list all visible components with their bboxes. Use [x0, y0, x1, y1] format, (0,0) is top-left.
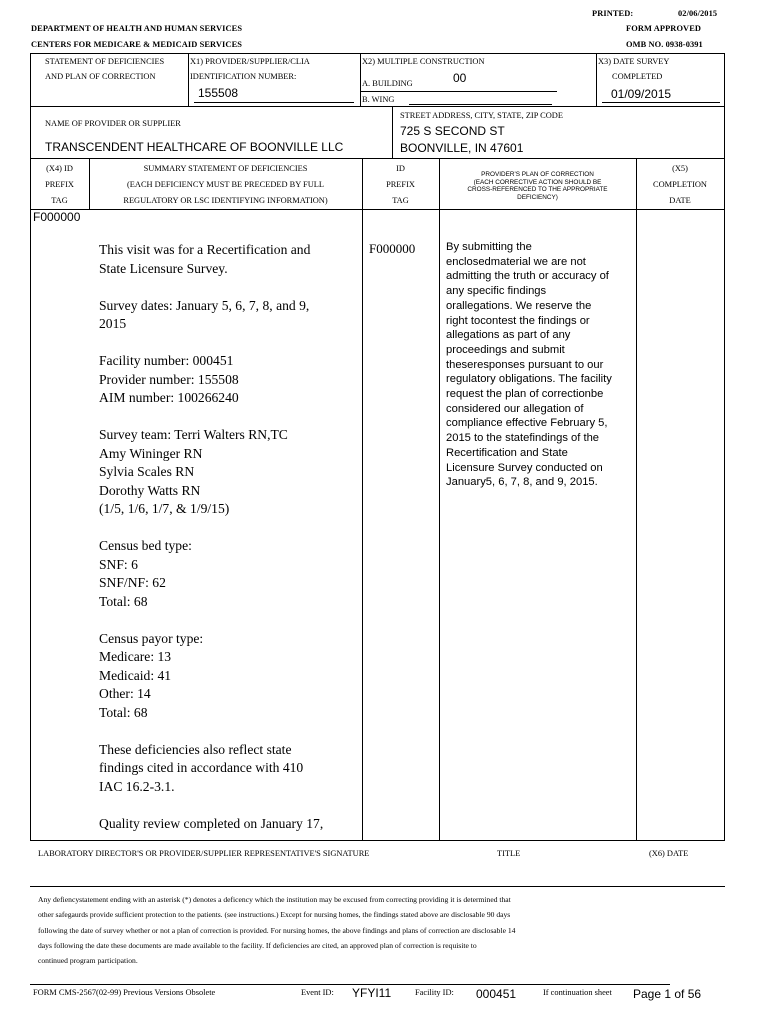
disclaimer-line: Any defiencystatement ending with an asterisk (*) denotes a deficency which the institution may be excused from correcting providing it is determined that — [38, 895, 511, 904]
provider-name-label: NAME OF PROVIDER OR SUPPLIER — [45, 119, 181, 128]
plan-line: proceedings and submit — [446, 343, 565, 356]
summary-line — [99, 334, 323, 353]
plan-line: theseresponses pursuant to our — [446, 358, 604, 371]
summary-statement-text — [99, 241, 323, 833]
plan-of-correction-text — [446, 240, 612, 490]
x1-label-1: X1) PROVIDER/SUPPLIER/CLIA — [190, 57, 310, 66]
plan-line: admitting the truth or accuracy of — [446, 270, 609, 283]
statement-label-1: STATEMENT OF DEFICIENCIES — [45, 57, 165, 66]
x5-header: (X5) COMPLETION DATE — [653, 164, 707, 205]
disclaimer-text — [38, 892, 515, 968]
disclaimer-line: continued program participation. — [38, 956, 138, 966]
facility-id-value: 000451 — [476, 987, 517, 1001]
summary-header: SUMMARY STATEMENT OF DEFICIENCIES (EACH DEFICIENCY MUST BE PRECEDED BY FULL REGULATORY OR LSC IDENTIFYING INFORMATION) — [123, 164, 328, 205]
centers-name: CENTERS FOR MEDICARE & MEDICAID SERVICES — [31, 40, 243, 49]
x3-label-2: COMPLETED — [612, 72, 663, 81]
plan-line: considered our allegation of — [446, 402, 584, 415]
summary-line: Medicaid: 41 — [99, 667, 172, 683]
plan-line: Licensure Survey conducted on — [446, 461, 603, 474]
summary-line — [99, 519, 323, 538]
form-approved: FORM APPROVED — [626, 24, 702, 33]
x1-label-2: IDENTIFICATION NUMBER: — [190, 72, 297, 81]
summary-line: SNF/NF: 62 — [99, 575, 166, 590]
x6-date-label: (X6) DATE — [649, 849, 689, 858]
continuation-label: If continuation sheet — [543, 988, 612, 997]
plan-line: By submitting the — [446, 241, 532, 253]
printed-label: PRINTED: — [592, 9, 634, 18]
statement-label-2: AND PLAN OF CORRECTION — [45, 72, 156, 81]
summary-line: Other: 14 — [99, 686, 151, 701]
summary-line: Quality review completed on January 17, — [99, 815, 324, 831]
street-address: 725 S SECOND ST — [400, 124, 505, 138]
summary-line — [99, 796, 323, 815]
summary-line: IAC 16.2-3.1. — [99, 778, 175, 794]
plan-line: enclosedmaterial we are not — [446, 255, 586, 268]
summary-line: Census payor type: — [99, 630, 204, 646]
plan-header: PROVIDER'S PLAN OF CORRECTION (EACH CORRECTIVE ACTION SHOULD BE CROSS-REFERENCED TO THE APPROPRIATE DEFICIENCY) — [467, 171, 608, 201]
plan-line: orallegations. We reserve the — [446, 299, 592, 312]
wing-label: B. WING — [362, 95, 395, 104]
left-tag: F000000 — [33, 210, 81, 224]
summary-line: Census bed type: — [99, 538, 192, 553]
plan-line: any specific findings — [446, 285, 547, 298]
building-value: 00 — [453, 71, 467, 85]
summary-line: AIM number: 100266240 — [99, 390, 239, 405]
summary-line — [99, 278, 323, 297]
plan-line: request the plan of correctionbe — [446, 388, 604, 401]
summary-line: Facility number: 000451 — [99, 353, 234, 368]
omb-number: OMB NO. 0938-0391 — [626, 40, 703, 49]
summary-line: These deficiencies also reflect state — [99, 741, 292, 757]
provider-id-value: 155508 — [198, 86, 239, 100]
summary-line — [99, 722, 323, 741]
title-label: TITLE — [497, 849, 521, 858]
summary-line: (1/5, 1/6, 1/7, & 1/9/15) — [99, 501, 230, 516]
printed-date: 02/06/2015 — [678, 9, 718, 18]
summary-line: Total: 68 — [99, 704, 148, 720]
summary-line: Provider number: 155508 — [99, 371, 239, 387]
building-label: A. BUILDING — [362, 79, 413, 88]
summary-line: Amy Wininger RN — [99, 445, 203, 461]
disclaimer-line: days following the date these documents are made available to the facility. If deficiencies are cited, an approved plan of correction is requisite to — [38, 940, 477, 950]
form-number: FORM CMS-2567(02-99) Previous Versions Obsolete — [33, 988, 216, 997]
department-name: DEPARTMENT OF HEALTH AND HUMAN SERVICES — [31, 24, 243, 33]
survey-completed-date: 01/09/2015 — [611, 87, 672, 101]
summary-line: Dorothy Watts RN — [99, 482, 201, 498]
disclaimer-line: following the date of survey whether or not a plan of correction is provided. For nursing homes, the above findings and plans of correction are disclosable 14 — [38, 925, 516, 935]
x4-header: (X4) ID PREFIX TAG — [45, 164, 74, 205]
plan-line: Recertification and State — [446, 446, 568, 459]
summary-line: Sylvia Scales RN — [99, 464, 195, 479]
x2-label: X2) MULTIPLE CONSTRUCTION — [362, 57, 485, 66]
plan-line: right tocontest the findings or — [446, 314, 590, 327]
plan-line: allegations as part of any — [446, 329, 571, 342]
summary-line: findings cited in accordance with 410 — [99, 760, 304, 775]
disclaimer-line: other safegaurds provide sufficient protection to the patients. (see instructions.) Except for nursing homes, the findings stated above are disclosable 90 days — [38, 910, 511, 920]
facility-id-label: Facility ID: — [415, 988, 454, 997]
plan-line: January5, 6, 7, 8, and 9, 2015. — [446, 476, 598, 489]
right-tag: F000000 — [369, 241, 416, 256]
event-id-label: Event ID: — [301, 988, 334, 997]
city-state-zip: BOONVILLE, IN 47601 — [400, 141, 524, 155]
summary-line: 2015 — [99, 316, 127, 331]
summary-line: State Licensure Survey. — [99, 260, 228, 276]
signature-label: LABORATORY DIRECTOR'S OR PROVIDER/SUPPLIER REPRESENTATIVE'S SIGNATURE — [38, 849, 370, 858]
summary-line — [99, 408, 323, 427]
summary-line: This visit was for a Recertification and — [99, 242, 311, 257]
plan-line: regulatory obligations. The facility — [446, 373, 612, 386]
summary-line: Medicare: 13 — [99, 649, 172, 664]
x3-label-1: X3) DATE SURVEY — [598, 57, 670, 66]
summary-line: SNF: 6 — [99, 556, 138, 572]
plan-line: 2015 to the statefindings of the — [446, 432, 600, 445]
summary-line: Total: 68 — [99, 593, 148, 609]
event-id-value: YFYI11 — [352, 986, 392, 1000]
id-header: ID PREFIX TAG — [386, 164, 415, 205]
page-number: Page 1 of 56 — [633, 987, 702, 1001]
address-label: STREET ADDRESS, CITY, STATE, ZIP CODE — [400, 111, 563, 120]
plan-line: compliance effective February 5, — [446, 417, 608, 430]
provider-name-value: TRANSCENDENT HEALTHCARE OF BOONVILLE LLC — [45, 140, 344, 154]
summary-line: Survey dates: January 5, 6, 7, 8, and 9, — [99, 297, 310, 313]
summary-line — [99, 611, 323, 630]
summary-line: Survey team: Terri Walters RN,TC — [99, 427, 288, 442]
